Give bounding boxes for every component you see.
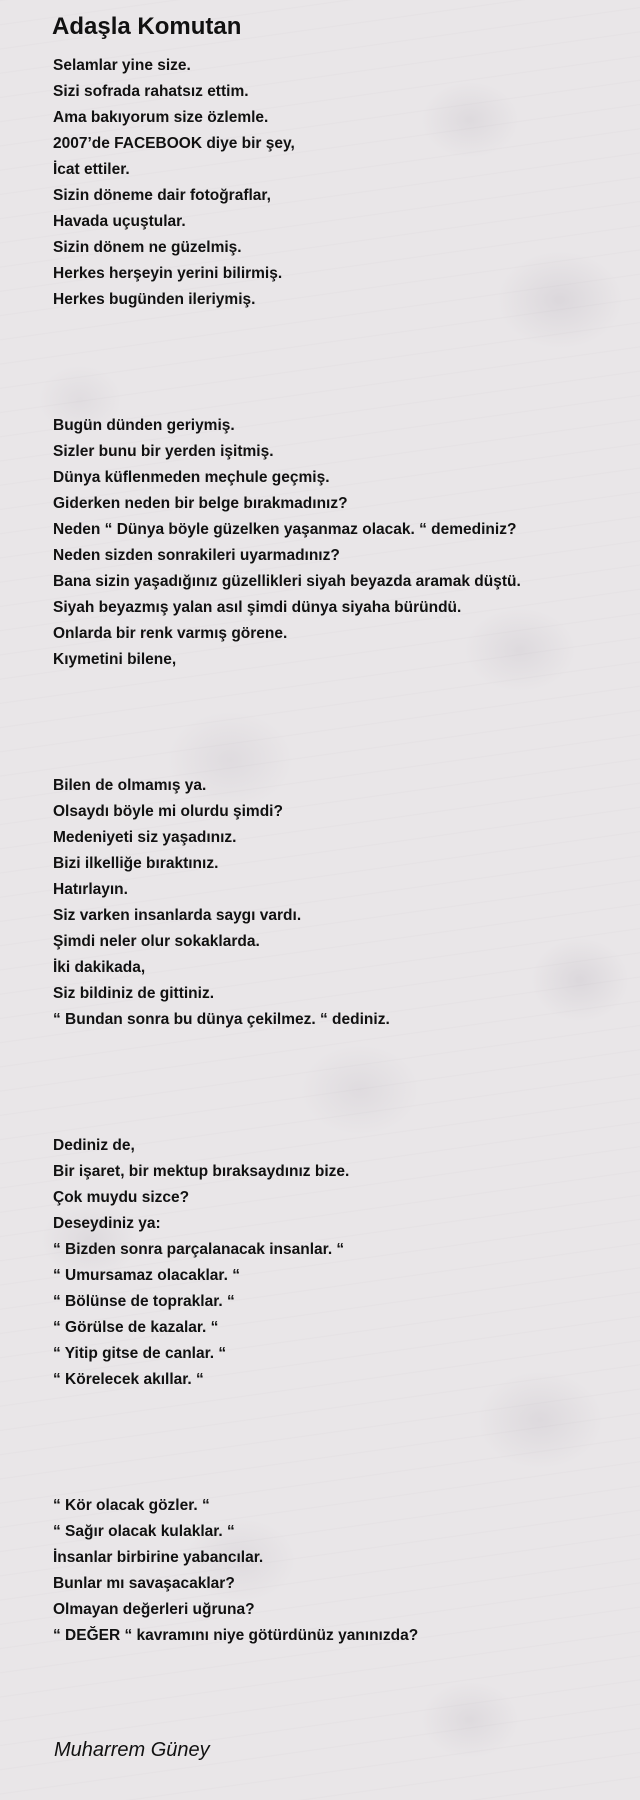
poem-line: Hatırlayın. (53, 881, 128, 898)
poem-line: Medeniyeti siz yaşadınız. (53, 829, 237, 846)
poem-line: Giderken neden bir belge bırakmadınız? (53, 495, 348, 512)
poem-line: İnsanlar birbirine yabancılar. (53, 1549, 264, 1566)
poem-line: Neden sizden sonrakileri uyarmadınız? (53, 547, 340, 564)
poem-line: Bir işaret, bir mektup bıraksaydınız bize. (53, 1163, 350, 1180)
poem-line: Siz bildiniz de gittiniz. (53, 985, 215, 1002)
poem-line: Sizler bunu bir yerden işitmiş. (53, 443, 274, 460)
poem-line: “ Bundan sonra bu dünya çekilmez. “ dediniz. (53, 1011, 390, 1028)
poem-line: Sizin dönem ne güzelmiş. (53, 239, 242, 256)
stanza-1 (53, 53, 295, 313)
poem-line: “ Bölünse de topraklar. “ (53, 1293, 235, 1310)
poem-line: Onlarda bir renk varmış görene. (53, 625, 288, 642)
poem-line: Siyah beyazmış yalan asıl şimdi dünya siyaha büründü. (53, 599, 462, 616)
poem-line: “ Bizden sonra parçalanacak insanlar. “ (53, 1241, 345, 1258)
poem-line: Dünya küflenmeden meçhule geçmiş. (53, 469, 330, 486)
poem-line: Kıymetini bilene, (53, 651, 177, 668)
poem-line: Şimdi neler olur sokaklarda. (53, 933, 260, 950)
stanza-4 (53, 1133, 349, 1393)
poem-line: Sizin döneme dair fotoğraflar, (53, 187, 271, 204)
poem-line: Çok muydu sizce? (53, 1189, 190, 1206)
poem-line: Neden “ Dünya böyle güzelken yaşanmaz olacak. “ demediniz? (53, 521, 517, 538)
poem-line: “ Görülse de kazalar. “ (53, 1319, 219, 1336)
poem-line: “ Umursamaz olacaklar. “ (53, 1267, 240, 1284)
stanza-5 (53, 1493, 418, 1649)
poem-line: Deseydiniz ya: (53, 1215, 161, 1232)
stanza-2 (53, 413, 521, 673)
poem-title: Adaşla Komutan (52, 13, 242, 40)
poem-line: Siz varken insanlarda saygı vardı. (53, 907, 302, 924)
poem-line: İcat ettiler. (53, 161, 130, 178)
poem-line: “ Körelecek akıllar. “ (53, 1371, 204, 1388)
poem-line: Havada uçuştular. (53, 213, 186, 230)
poem-line: İki dakikada, (53, 959, 146, 976)
poem-line: Bunlar mı savaşacaklar? (53, 1575, 235, 1592)
poem-line: “ Yitip gitse de canlar. “ (53, 1345, 227, 1362)
poem-line: “ Kör olacak gözler. “ (53, 1497, 210, 1514)
poem-line: Selamlar yine size. (53, 57, 191, 74)
poem-line: Olmayan değerleri uğruna? (53, 1601, 255, 1618)
author-name: Muharrem Güney (54, 1739, 210, 1761)
poem-line: Herkes bugünden ileriymiş. (53, 291, 256, 308)
poem-line: Bana sizin yaşadığınız güzellikleri siyah beyazda aramak düştü. (53, 573, 521, 590)
poem-line: Ama bakıyorum size özlemle. (53, 109, 269, 126)
poem-line: Bugün dünden geriymiş. (53, 417, 235, 434)
poem-line: “ DEĞER “ kavramını niye götürdünüz yanınızda? (53, 1627, 419, 1644)
stanza-3 (53, 773, 390, 1033)
poem-line: Sizi sofrada rahatsız ettim. (53, 83, 249, 100)
poem-line: Olsaydı böyle mi olurdu şimdi? (53, 803, 283, 820)
poem-line: Dediniz de, (53, 1137, 135, 1154)
poem-line: Bizi ilkelliğe bıraktınız. (53, 855, 219, 872)
poem-line: “ Sağır olacak kulaklar. “ (53, 1523, 235, 1540)
poem-line: Bilen de olmamış ya. (53, 777, 207, 794)
poem-line: Herkes herşeyin yerini bilirmiş. (53, 265, 283, 282)
poem-line: 2007’de FACEBOOK diye bir şey, (53, 135, 295, 152)
